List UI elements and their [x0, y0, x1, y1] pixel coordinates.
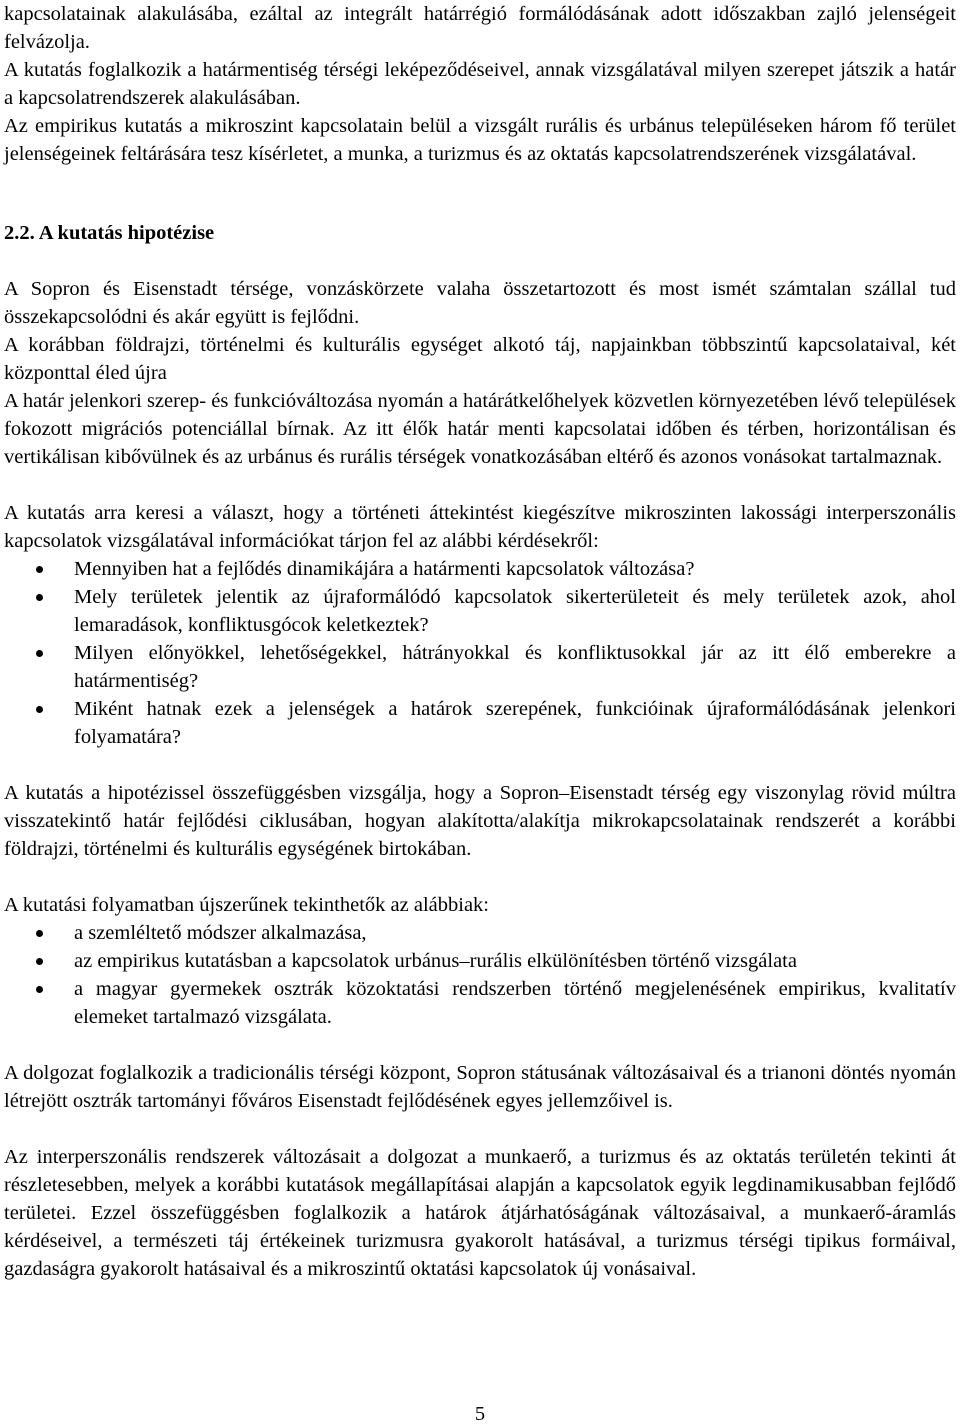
hypothesis-paragraph: A határ jelenkori szerep- és funkcióváltozása nyomán a határátkelőhelyek közvetlen környezetében lévő települések fokozott migrációs potenciállal bírnak. Az itt élők határ menti kapcsolatai időben és térben, horizontálisan és vertikálisan kibővülnek és az urbánus és rurális térségek vonatkozásában eltérő és azonos vonásokat tartalmaznak.	[4, 390, 956, 468]
paragraph-border-research: A kutatás foglalkozik a határmentiség térségi leképeződéseivel, annak vizsgálatával milyen szerepet játszik a határ a kapcsolatrendszerek alakulásában.	[4, 59, 956, 109]
spacer	[4, 1031, 956, 1059]
hypothesis-link-paragraph: A kutatás a hipotézissel összefüggésben vizsgálja, hogy a Sopron–Eisenstadt térség egy viszonylag rövid múltra visszatekintő határ fejlődési ciklusában, hogyan alakította/alakítja mikrokapcsolatainak rendszerét a korábbi földrajzi, történelmi és kulturális egységének birtokában.	[4, 782, 956, 860]
list-item-text: Miként hatnak ezek a jelenségek a határok szerepének, funkcióinak újraformálódásának jelenkori folyamatára?	[74, 698, 956, 748]
list-item	[4, 555, 956, 583]
questions-list	[4, 555, 956, 751]
list-item-text: Mennyiben hat a fejlődés dinamikájára a határmenti kapcsolatok változása?	[74, 558, 695, 580]
spacer	[4, 1115, 956, 1143]
spacer	[4, 471, 956, 499]
section-heading: 2.2. A kutatás hipotézise	[4, 222, 215, 244]
spacer	[4, 196, 956, 219]
novelty-intro: A kutatási folyamatban újszerűnek tekinthetők az alábbiak:	[4, 894, 490, 916]
paragraph-continuation: kapcsolatainak alakulásába, ezáltal az integrált határrégió formálódásának adott időszakban zajló jelenségeit felvázolja.	[4, 3, 956, 53]
questions-intro: A kutatás arra keresi a választ, hogy a történeti áttekintést kiegészítve mikroszinten lakossági interperszonális kapcsolatok vizsgálatával információkat tárjon fel az alábbi kérdésekről:	[4, 502, 956, 552]
paragraph-empirical-research: Az empirikus kutatás a mikroszint kapcsolatain belül a vizsgált rurális és urbánus településeken három fő terület jelenségeinek feltárására tesz kísérletet, a munka, a turizmus és az oktatás kapcsolatrendszerének vizsgálatával.	[4, 115, 956, 165]
document-page	[4, 0, 956, 1283]
hypothesis-paragraph: A korábban földrajzi, történelmi és kulturális egységet alkotó táj, napjainkban többszintű kapcsolataival, két központtal éled újra	[4, 334, 956, 384]
paragraph-dolgozat: A dolgozat foglalkozik a tradicionális térségi központ, Sopron státusának változásaival és a trianoni döntés nyomán létrejött osztrák tartományi főváros Eisenstadt fejlődésének egyes jellemzőivel is.	[4, 1062, 956, 1112]
spacer	[4, 751, 956, 779]
bullet-icon	[36, 566, 43, 573]
list-item-text: Milyen előnyökkel, lehetőségekkel, hátrányokkal és konfliktusokkal jár az itt élő emberekre a határmentiség?	[74, 642, 956, 692]
bullet-icon	[36, 706, 43, 713]
list-item	[4, 583, 956, 639]
novelty-list	[4, 919, 956, 1031]
list-item-text: Mely területek jelentik az újraformálódó kapcsolatok sikerterületeit és mely területek azok, ahol lemaradások, konfliktusgócok keletkeztek?	[74, 586, 956, 636]
spacer	[4, 168, 956, 196]
list-item	[4, 975, 956, 1031]
list-item	[4, 695, 956, 751]
list-item	[4, 947, 956, 975]
bullet-icon	[36, 958, 43, 965]
list-item	[4, 919, 956, 947]
page-number: 5	[474, 1403, 486, 1425]
spacer	[4, 247, 956, 275]
list-item-text: a magyar gyermekek osztrák közoktatási rendszerben történő megjelenésének empirikus, kvalitatív elemeket tartalmazó vizsgálata.	[74, 978, 956, 1028]
paragraph-interpersonal: Az interperszonális rendszerek változásait a dolgozat a munkaerő, a turizmus és az oktatás területén tekinti át részletesebben, melyek a korábbi kutatások megállapításai alapján a kapcsolatok egyik legdinamikusabban fejlődő területei. Ezzel összefüggésben foglalkozik a határok átjárhatóságának változásaival, a munkaerő-áramlás kérdéseivel, a természeti táj értékeinek turizmusra gyakorolt hatásával, a turizmus térségi tipikus formáival, gazdaságra gyakorolt hatásaival és a mikroszintű oktatási kapcsolatok új vonásaival.	[4, 1146, 956, 1280]
list-item-text: az empirikus kutatásban a kapcsolatok urbánus–rurális elkülönítésben történő vizsgálata	[74, 950, 797, 972]
bullet-icon	[36, 930, 43, 937]
bullet-icon	[36, 650, 43, 657]
list-item-text: a szemléltető módszer alkalmazása,	[74, 922, 367, 944]
hypothesis-paragraph: A Sopron és Eisenstadt térsége, vonzáskörzete valaha összetartozott és most ismét számtalan szállal tud összekapcsolódni és akár együtt is fejlődni.	[4, 278, 956, 328]
list-item	[4, 639, 956, 695]
bullet-icon	[36, 594, 43, 601]
bullet-icon	[36, 986, 43, 993]
spacer	[4, 863, 956, 891]
